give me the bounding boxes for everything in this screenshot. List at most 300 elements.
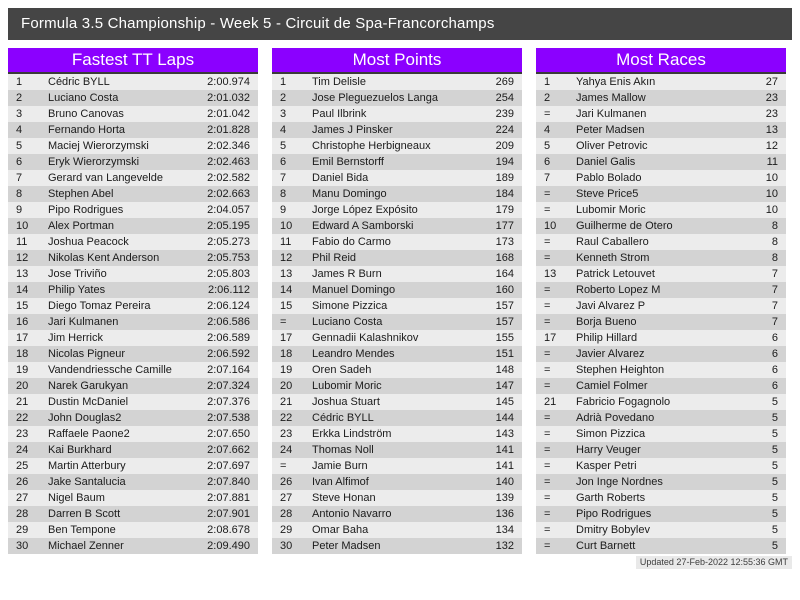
- value-cell: 5: [771, 428, 778, 440]
- value-cell: 151: [495, 348, 514, 360]
- value-cell: 2:07.662: [207, 444, 250, 456]
- table-row: [272, 74, 522, 90]
- rank-cell: 5: [16, 140, 23, 152]
- value-cell: 147: [495, 380, 514, 392]
- rank-cell: =: [544, 252, 551, 264]
- last-updated-timestamp: Updated 27-Feb-2022 12:55:36 GMT: [636, 556, 792, 569]
- value-cell: 2:05.273: [207, 236, 250, 248]
- table-row: [8, 442, 258, 458]
- table-row: [272, 202, 522, 218]
- name-cell: Cédric BYLL: [48, 76, 110, 88]
- table-row: [536, 298, 786, 314]
- value-cell: 10: [765, 204, 778, 216]
- value-cell: 2:07.324: [207, 380, 250, 392]
- table-title-most-races: Most Races: [536, 48, 786, 74]
- table-row: [536, 522, 786, 538]
- value-cell: 184: [495, 188, 514, 200]
- rank-cell: 16: [16, 316, 29, 328]
- table-row: [536, 346, 786, 362]
- rank-cell: 26: [280, 476, 293, 488]
- name-cell: Kenneth Strom: [576, 252, 650, 264]
- value-cell: 2:07.697: [207, 460, 250, 472]
- rank-cell: 10: [544, 220, 557, 232]
- table-row: [536, 218, 786, 234]
- table-row: [8, 218, 258, 234]
- table-row: [272, 250, 522, 266]
- value-cell: 5: [771, 444, 778, 456]
- name-cell: Michael Zenner: [48, 540, 124, 552]
- rank-cell: 13: [280, 268, 293, 280]
- table-row: [8, 538, 258, 554]
- name-cell: Fabricio Fogagnolo: [576, 396, 671, 408]
- name-cell: Bruno Canovas: [48, 108, 124, 120]
- rank-cell: 28: [16, 508, 29, 520]
- table-row: [536, 490, 786, 506]
- rank-cell: 17: [280, 332, 293, 344]
- rank-cell: 8: [16, 188, 23, 200]
- table-title-most-points: Most Points: [272, 48, 522, 74]
- value-cell: 189: [495, 172, 514, 184]
- value-cell: 8: [771, 252, 778, 264]
- name-cell: Jose Pleguezuelos Langa: [312, 92, 438, 104]
- value-cell: 2:07.376: [207, 396, 250, 408]
- name-cell: Paul Ilbrink: [312, 108, 367, 120]
- table-row: [536, 138, 786, 154]
- name-cell: Oren Sadeh: [312, 364, 372, 376]
- table-row: [536, 250, 786, 266]
- rank-cell: 24: [280, 444, 293, 456]
- rank-cell: 7: [16, 172, 23, 184]
- value-cell: 10: [765, 172, 778, 184]
- rank-cell: 10: [16, 220, 29, 232]
- table-row: [272, 90, 522, 106]
- value-cell: 177: [495, 220, 514, 232]
- value-cell: 2:02.582: [207, 172, 250, 184]
- name-cell: Guilherme de Otero: [576, 220, 673, 232]
- rank-cell: 4: [280, 124, 287, 136]
- value-cell: 134: [495, 524, 514, 536]
- table-row: [272, 458, 522, 474]
- table-row: [272, 538, 522, 554]
- name-cell: Philip Hillard: [576, 332, 638, 344]
- table-row: [536, 122, 786, 138]
- rank-cell: 15: [280, 300, 293, 312]
- rank-cell: 22: [16, 412, 29, 424]
- name-cell: Jon Inge Nordnes: [576, 476, 663, 488]
- value-cell: 2:07.901: [207, 508, 250, 520]
- value-cell: 12: [765, 140, 778, 152]
- rank-cell: 28: [280, 508, 293, 520]
- rank-cell: 18: [16, 348, 29, 360]
- value-cell: 194: [495, 156, 514, 168]
- value-cell: 5: [771, 540, 778, 552]
- table-row: [272, 218, 522, 234]
- name-cell: Pipo Rodrigues: [48, 204, 124, 216]
- name-cell: Borja Bueno: [576, 316, 637, 328]
- table-row: [536, 170, 786, 186]
- table-row: [272, 346, 522, 362]
- rank-cell: 5: [544, 140, 551, 152]
- value-cell: 5: [771, 524, 778, 536]
- value-cell: 144: [495, 412, 514, 424]
- value-cell: 254: [495, 92, 514, 104]
- value-cell: 6: [771, 348, 778, 360]
- name-cell: Tim Delisle: [312, 76, 366, 88]
- value-cell: 132: [495, 540, 514, 552]
- name-cell: Adrià Povedano: [576, 412, 655, 424]
- table-row: [8, 410, 258, 426]
- rank-cell: 30: [280, 540, 293, 552]
- value-cell: 2:08.678: [207, 524, 250, 536]
- name-cell: Pipo Rodrigues: [576, 508, 652, 520]
- value-cell: 157: [495, 316, 514, 328]
- name-cell: Christophe Herbigneaux: [312, 140, 431, 152]
- value-cell: 239: [495, 108, 514, 120]
- rank-cell: =: [544, 108, 551, 120]
- name-cell: Ivan Alfimof: [312, 476, 369, 488]
- name-cell: John Douglas2: [48, 412, 122, 424]
- table-row: [8, 234, 258, 250]
- name-cell: Manu Domingo: [312, 188, 387, 200]
- rank-cell: 9: [280, 204, 287, 216]
- value-cell: 2:02.663: [207, 188, 250, 200]
- table-row: [536, 266, 786, 282]
- table-body-fastest-tt-laps: [8, 74, 258, 554]
- table-body-most-races: [536, 74, 786, 554]
- rank-cell: =: [544, 284, 551, 296]
- leaderboard-tables: [8, 48, 786, 554]
- table-row: [536, 314, 786, 330]
- table-row: [8, 314, 258, 330]
- name-cell: Dmitry Bobylev: [576, 524, 650, 536]
- rank-cell: 2: [280, 92, 287, 104]
- name-cell: Oliver Petrovic: [576, 140, 648, 152]
- name-cell: Kai Burkhard: [48, 444, 112, 456]
- rank-cell: 17: [544, 332, 557, 344]
- value-cell: 5: [771, 476, 778, 488]
- rank-cell: 6: [16, 156, 23, 168]
- name-cell: Jake Santalucia: [48, 476, 126, 488]
- name-cell: Manuel Domingo: [312, 284, 396, 296]
- name-cell: Lubomir Moric: [312, 380, 382, 392]
- rank-cell: 21: [16, 396, 29, 408]
- table-row: [536, 330, 786, 346]
- value-cell: 2:01.828: [207, 124, 250, 136]
- table-row: [536, 186, 786, 202]
- value-cell: 7: [771, 268, 778, 280]
- value-cell: 5: [771, 412, 778, 424]
- name-cell: Jari Kulmanen: [576, 108, 647, 120]
- rank-cell: 7: [544, 172, 551, 184]
- name-cell: Darren B Scott: [48, 508, 121, 520]
- table-row: [272, 266, 522, 282]
- rank-cell: 10: [280, 220, 293, 232]
- name-cell: Daniel Galis: [576, 156, 636, 168]
- name-cell: Daniel Bida: [312, 172, 369, 184]
- table-row: [536, 378, 786, 394]
- table-row: [272, 426, 522, 442]
- table-row: [8, 90, 258, 106]
- name-cell: Gerard van Langevelde: [48, 172, 163, 184]
- table-row: [272, 154, 522, 170]
- value-cell: 6: [771, 364, 778, 376]
- value-cell: 5: [771, 460, 778, 472]
- name-cell: Omar Baha: [312, 524, 369, 536]
- name-cell: Nikolas Kent Anderson: [48, 252, 160, 264]
- value-cell: 13: [765, 124, 778, 136]
- value-cell: 5: [771, 508, 778, 520]
- rank-cell: 21: [544, 396, 557, 408]
- page-title: Formula 3.5 Championship - Week 5 - Circuit de Spa-Francorchamps: [8, 8, 792, 40]
- name-cell: James J Pinsker: [312, 124, 393, 136]
- value-cell: 27: [765, 76, 778, 88]
- rank-cell: 9: [16, 204, 23, 216]
- name-cell: Harry Veuger: [576, 444, 641, 456]
- name-cell: Garth Roberts: [576, 492, 646, 504]
- value-cell: 269: [495, 76, 514, 88]
- table-row: [272, 138, 522, 154]
- value-cell: 160: [495, 284, 514, 296]
- table-row: [272, 186, 522, 202]
- rank-cell: =: [544, 492, 551, 504]
- name-cell: Joshua Peacock: [48, 236, 129, 248]
- value-cell: 2:07.881: [207, 492, 250, 504]
- rank-cell: 14: [16, 284, 29, 296]
- table-row: [272, 282, 522, 298]
- value-cell: 2:06.112: [207, 284, 250, 296]
- rank-cell: 24: [16, 444, 29, 456]
- name-cell: Fabio do Carmo: [312, 236, 391, 248]
- name-cell: Cédric BYLL: [312, 412, 374, 424]
- rank-cell: 20: [280, 380, 293, 392]
- table-row: [8, 282, 258, 298]
- name-cell: Stephen Abel: [48, 188, 114, 200]
- value-cell: 5: [771, 396, 778, 408]
- table-row: [8, 346, 258, 362]
- name-cell: Curt Barnett: [576, 540, 636, 552]
- value-cell: 173: [495, 236, 514, 248]
- name-cell: Maciej Wierorzymski: [48, 140, 149, 152]
- rank-cell: =: [544, 380, 551, 392]
- rank-cell: 1: [16, 76, 23, 88]
- name-cell: Antonio Navarro: [312, 508, 392, 520]
- table-row: [8, 106, 258, 122]
- table-row: [536, 474, 786, 490]
- name-cell: James R Burn: [312, 268, 382, 280]
- rank-cell: 21: [280, 396, 293, 408]
- name-cell: Raffaele Paone2: [48, 428, 130, 440]
- rank-cell: 15: [16, 300, 29, 312]
- rank-cell: 19: [280, 364, 293, 376]
- name-cell: Stephen Heighton: [576, 364, 665, 376]
- value-cell: 136: [495, 508, 514, 520]
- value-cell: 157: [495, 300, 514, 312]
- value-cell: 2:07.840: [207, 476, 250, 488]
- value-cell: 2:06.586: [207, 316, 250, 328]
- rank-cell: 11: [16, 236, 28, 248]
- table-row: [272, 378, 522, 394]
- table-row: [8, 474, 258, 490]
- value-cell: 148: [495, 364, 514, 376]
- rank-cell: 8: [280, 188, 287, 200]
- table-row: [536, 154, 786, 170]
- table-row: [8, 122, 258, 138]
- value-cell: 140: [495, 476, 514, 488]
- value-cell: 139: [495, 492, 514, 504]
- table-row: [8, 458, 258, 474]
- name-cell: Patrick Letouvet: [576, 268, 655, 280]
- table-row: [272, 490, 522, 506]
- rank-cell: 18: [280, 348, 293, 360]
- rank-cell: 26: [16, 476, 29, 488]
- value-cell: 141: [495, 460, 514, 472]
- table-most-points: [272, 48, 522, 554]
- rank-cell: 3: [280, 108, 287, 120]
- rank-cell: =: [544, 460, 551, 472]
- table-row: [536, 458, 786, 474]
- rank-cell: 3: [16, 108, 23, 120]
- table-row: [536, 202, 786, 218]
- value-cell: 10: [765, 188, 778, 200]
- name-cell: Edward A Samborski: [312, 220, 414, 232]
- rank-cell: 11: [280, 236, 292, 248]
- table-row: [272, 234, 522, 250]
- name-cell: Javi Alvarez P: [576, 300, 646, 312]
- rank-cell: =: [280, 316, 287, 328]
- rank-cell: 13: [544, 268, 557, 280]
- name-cell: Jamie Burn: [312, 460, 368, 472]
- table-row: [272, 122, 522, 138]
- value-cell: 2:04.057: [207, 204, 250, 216]
- rank-cell: 2: [544, 92, 551, 104]
- name-cell: Vandendriessche Camille: [48, 364, 172, 376]
- table-row: [272, 170, 522, 186]
- table-row: [8, 74, 258, 90]
- value-cell: 2:05.195: [207, 220, 250, 232]
- table-row: [8, 506, 258, 522]
- table-row: [272, 442, 522, 458]
- table-row: [272, 314, 522, 330]
- value-cell: 2:01.032: [207, 92, 250, 104]
- table-row: [272, 506, 522, 522]
- value-cell: 5: [771, 492, 778, 504]
- rank-cell: 25: [16, 460, 29, 472]
- rank-cell: 22: [280, 412, 293, 424]
- value-cell: 2:07.650: [207, 428, 250, 440]
- table-row: [536, 426, 786, 442]
- rank-cell: 23: [16, 428, 29, 440]
- rank-cell: =: [544, 364, 551, 376]
- value-cell: 224: [495, 124, 514, 136]
- name-cell: Nicolas Pigneur: [48, 348, 126, 360]
- table-row: [8, 362, 258, 378]
- rank-cell: 4: [544, 124, 551, 136]
- table-row: [8, 138, 258, 154]
- name-cell: Dustin McDaniel: [48, 396, 129, 408]
- table-fastest-tt-laps: [8, 48, 258, 554]
- rank-cell: 20: [16, 380, 29, 392]
- value-cell: 7: [771, 316, 778, 328]
- rank-cell: =: [544, 540, 551, 552]
- rank-cell: 12: [16, 252, 29, 264]
- table-row: [536, 410, 786, 426]
- value-cell: 8: [771, 220, 778, 232]
- name-cell: Gennadii Kalashnikov: [312, 332, 419, 344]
- name-cell: Jari Kulmanen: [48, 316, 119, 328]
- table-row: [8, 154, 258, 170]
- rank-cell: 27: [16, 492, 29, 504]
- rank-cell: =: [544, 508, 551, 520]
- rank-cell: 1: [280, 76, 287, 88]
- rank-cell: =: [544, 348, 551, 360]
- rank-cell: =: [280, 460, 287, 472]
- table-row: [8, 202, 258, 218]
- value-cell: 2:00.974: [207, 76, 250, 88]
- table-row: [536, 106, 786, 122]
- table-row: [536, 74, 786, 90]
- name-cell: Javier Alvarez: [576, 348, 645, 360]
- value-cell: 6: [771, 332, 778, 344]
- name-cell: Jose Triviño: [48, 268, 107, 280]
- rank-cell: 23: [280, 428, 293, 440]
- rank-cell: =: [544, 444, 551, 456]
- name-cell: Peter Madsen: [312, 540, 381, 552]
- name-cell: Nigel Baum: [48, 492, 105, 504]
- name-cell: James Mallow: [576, 92, 646, 104]
- name-cell: Roberto Lopez M: [576, 284, 661, 296]
- table-row: [8, 298, 258, 314]
- name-cell: Raul Caballero: [576, 236, 649, 248]
- value-cell: 2:07.164: [207, 364, 250, 376]
- value-cell: 6: [771, 380, 778, 392]
- rank-cell: 30: [16, 540, 29, 552]
- name-cell: Luciano Costa: [312, 316, 383, 328]
- name-cell: Leandro Mendes: [312, 348, 395, 360]
- name-cell: Camiel Folmer: [576, 380, 648, 392]
- table-row: [536, 362, 786, 378]
- value-cell: 2:06.589: [207, 332, 250, 344]
- rank-cell: 1: [544, 76, 551, 88]
- table-row: [272, 106, 522, 122]
- rank-cell: 27: [280, 492, 293, 504]
- value-cell: 2:02.346: [207, 140, 250, 152]
- rank-cell: 19: [16, 364, 29, 376]
- rank-cell: 12: [280, 252, 293, 264]
- rank-cell: 6: [280, 156, 287, 168]
- name-cell: Eryk Wierorzymski: [48, 156, 140, 168]
- rank-cell: =: [544, 412, 551, 424]
- name-cell: Martin Atterbury: [48, 460, 126, 472]
- value-cell: 141: [495, 444, 514, 456]
- value-cell: 23: [765, 108, 778, 120]
- rank-cell: 5: [280, 140, 287, 152]
- table-row: [536, 394, 786, 410]
- table-row: [272, 330, 522, 346]
- table-row: [536, 234, 786, 250]
- name-cell: Narek Garukyan: [48, 380, 129, 392]
- value-cell: 2:05.803: [207, 268, 250, 280]
- table-row: [536, 506, 786, 522]
- table-body-most-points: [272, 74, 522, 554]
- name-cell: Jim Herrick: [48, 332, 103, 344]
- value-cell: 2:07.538: [207, 412, 250, 424]
- value-cell: 164: [495, 268, 514, 280]
- value-cell: 8: [771, 236, 778, 248]
- table-row: [536, 442, 786, 458]
- table-row: [536, 538, 786, 554]
- table-row: [272, 362, 522, 378]
- value-cell: 168: [495, 252, 514, 264]
